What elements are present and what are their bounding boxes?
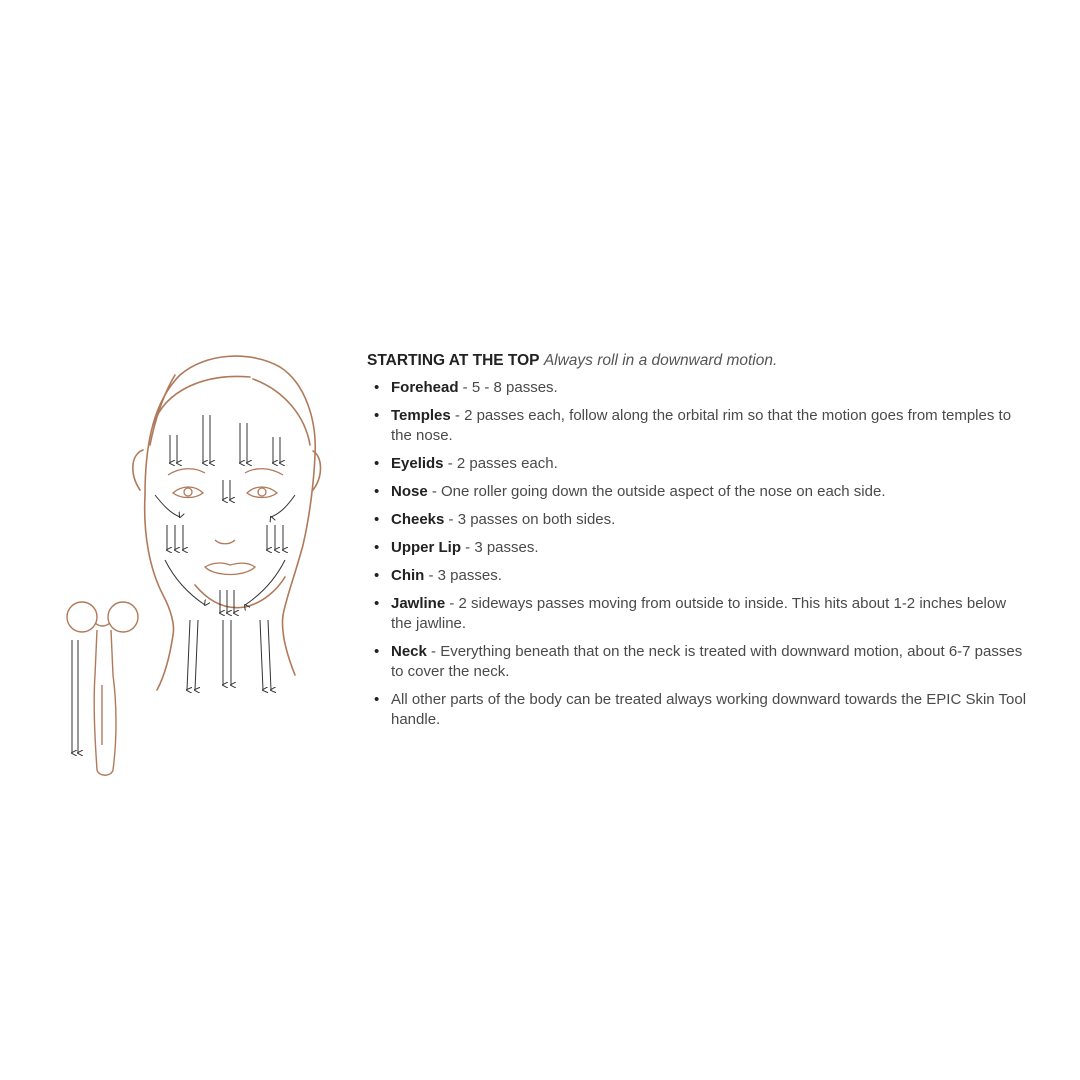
list-item-other-parts bbox=[367, 690, 1027, 730]
step-text: - 2 sideways passes moving from outside to inside. This hits about 1-2 inches below the jawline. bbox=[391, 595, 1007, 632]
heading-italic-text: Always roll in a downward motion. bbox=[543, 352, 778, 369]
neck-motion-arrows bbox=[187, 620, 271, 690]
list-item-chin bbox=[367, 566, 1027, 586]
list-item-temples bbox=[367, 406, 1027, 446]
list-item-cheeks bbox=[367, 510, 1027, 530]
step-text: - 3 passes on both sides. bbox=[444, 511, 616, 528]
step-text: All other parts of the body can be treated always working downward towards the EPIC Skin Tool handle. bbox=[391, 691, 1027, 728]
list-item-nose bbox=[367, 482, 1027, 502]
list-item-eyelids bbox=[367, 454, 1027, 474]
step-term: Temples bbox=[391, 407, 451, 424]
face-outline bbox=[133, 356, 321, 690]
facial-features bbox=[168, 469, 283, 575]
list-item-forehead bbox=[367, 378, 1027, 398]
step-term: Upper Lip bbox=[391, 539, 461, 556]
face-motion-arrows bbox=[155, 415, 295, 613]
step-text: - 2 passes each, follow along the orbital rim so that the motion goes from temples to the nose. bbox=[391, 407, 1012, 444]
step-text: - 3 passes. bbox=[461, 539, 539, 556]
list-item-jawline bbox=[367, 594, 1027, 634]
step-term: Jawline bbox=[391, 595, 446, 612]
step-text: - 2 passes each. bbox=[443, 455, 558, 472]
step-text: - Everything beneath that on the neck is treated with downward motion, about 6-7 passes to cover the neck. bbox=[391, 643, 1023, 680]
list-item-upper-lip bbox=[367, 538, 1027, 558]
step-text: - 3 passes. bbox=[424, 567, 502, 584]
step-term: Neck bbox=[391, 643, 427, 660]
face-massage-illustration bbox=[55, 345, 330, 785]
roller-motion-arrows bbox=[72, 640, 78, 753]
step-text: - 5 - 8 passes. bbox=[458, 379, 558, 396]
step-term: Forehead bbox=[391, 379, 459, 396]
list-item-neck bbox=[367, 642, 1027, 682]
instructions bbox=[367, 350, 1027, 738]
step-term: Nose bbox=[391, 483, 428, 500]
step-text: - One roller going down the outside aspect of the nose on each side. bbox=[427, 483, 886, 500]
heading-bold-text: STARTING AT THE TOP bbox=[367, 352, 540, 369]
instructions-heading bbox=[367, 350, 1027, 372]
step-term: Cheeks bbox=[391, 511, 445, 528]
step-term: Chin bbox=[391, 567, 425, 584]
steps-list bbox=[367, 378, 1027, 730]
step-term: Eyelids bbox=[391, 455, 444, 472]
